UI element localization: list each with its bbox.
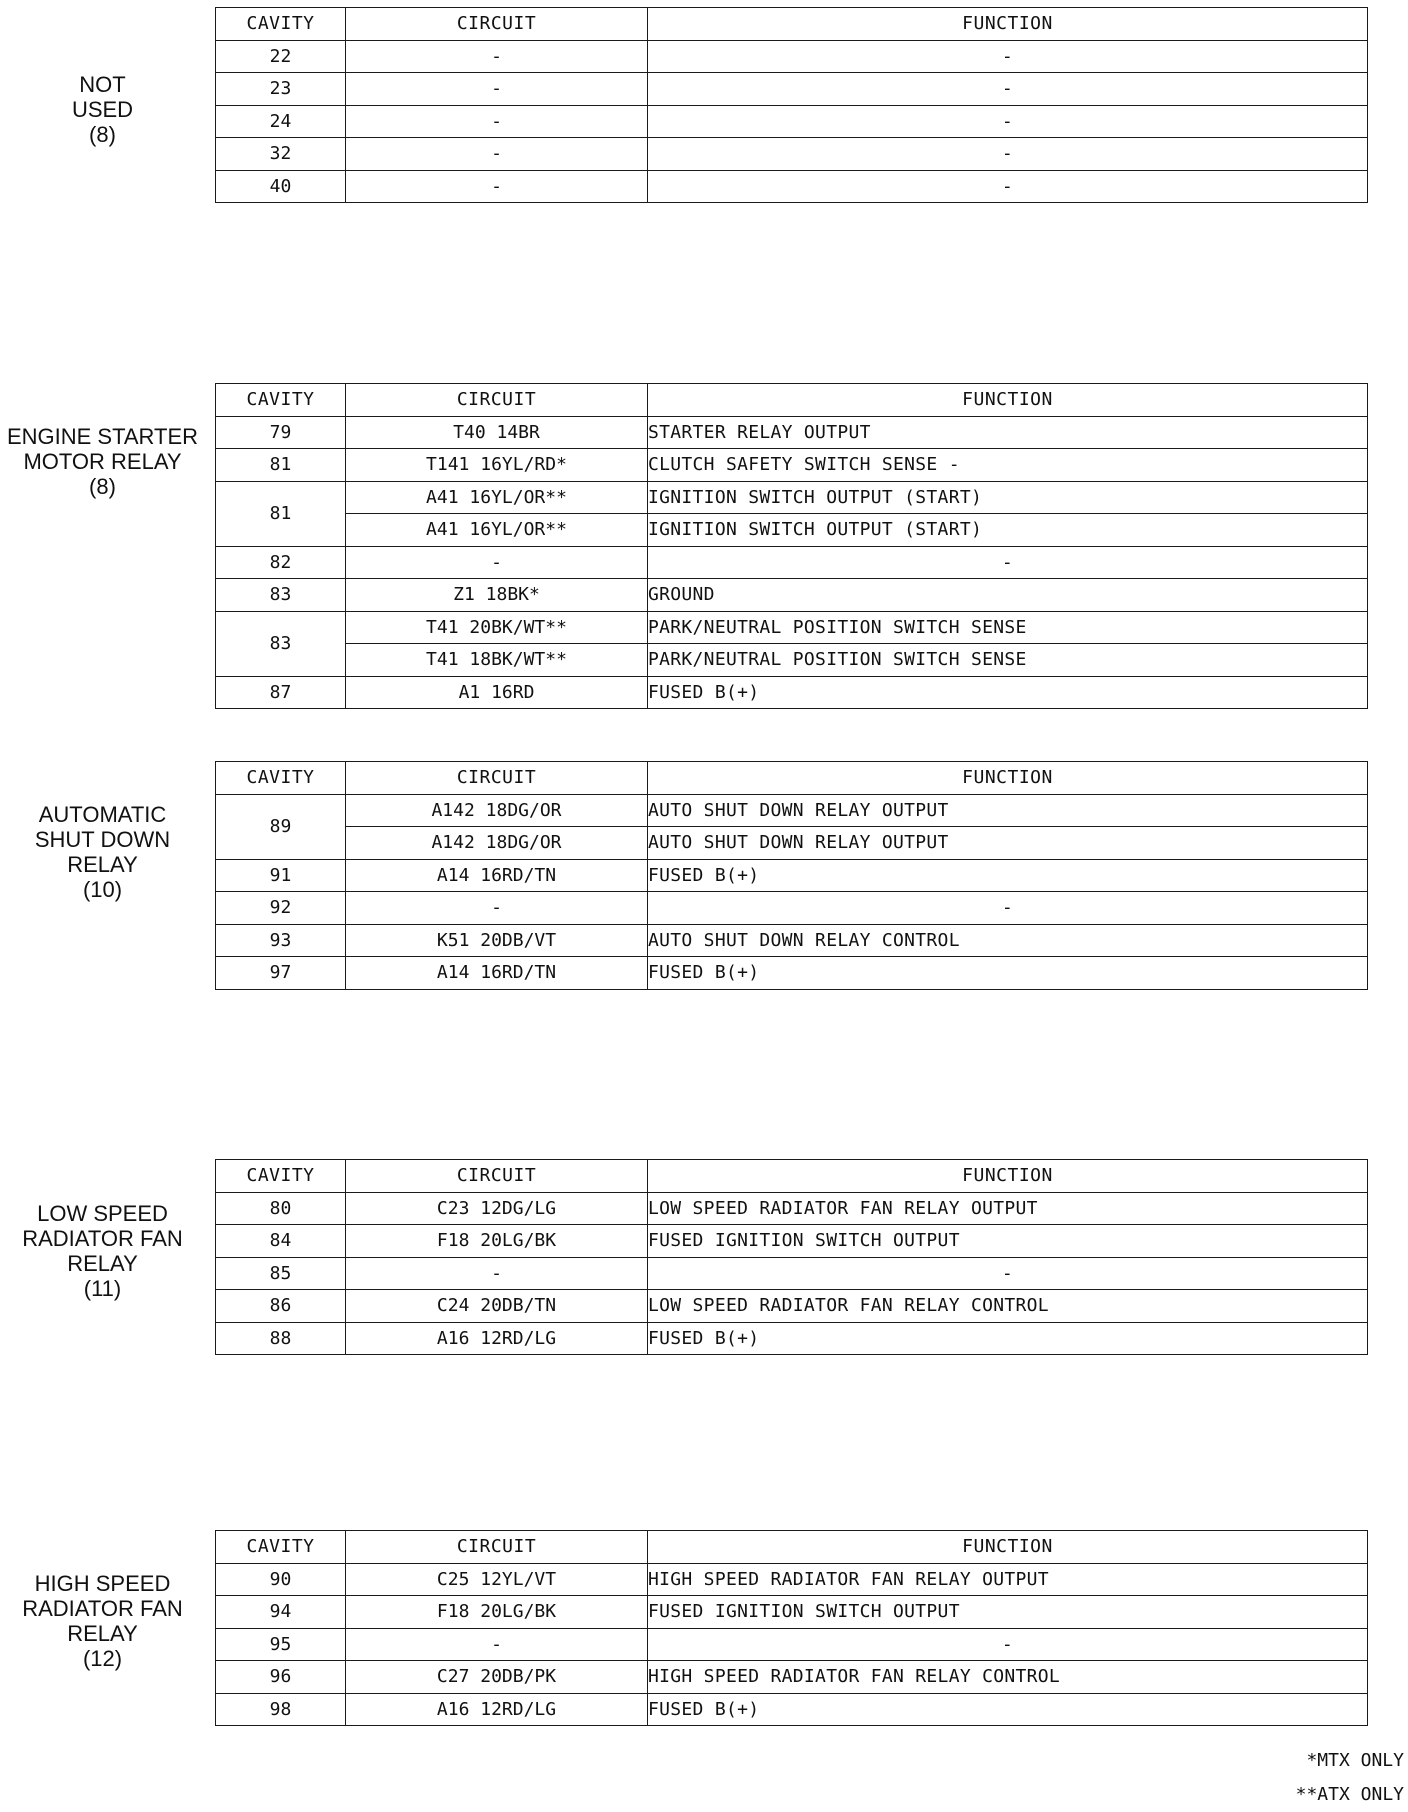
circuit-cell: A142 18DG/OR xyxy=(346,827,648,860)
table-row xyxy=(216,827,1368,860)
table-row xyxy=(216,1257,1368,1290)
cavity-cell: 96 xyxy=(216,1661,346,1694)
cavity-cell: 40 xyxy=(216,170,346,203)
label-line: (8) xyxy=(89,122,116,147)
table-row xyxy=(216,579,1368,612)
function-cell: HIGH SPEED RADIATOR FAN RELAY OUTPUT xyxy=(648,1563,1368,1596)
function-cell: LOW SPEED RADIATOR FAN RELAY OUTPUT xyxy=(648,1192,1368,1225)
function-cell: IGNITION SWITCH OUTPUT (START) xyxy=(648,514,1368,547)
cavity-cell: 81 xyxy=(216,481,346,546)
header-cavity: CAVITY xyxy=(216,1160,346,1193)
table-row xyxy=(216,546,1368,579)
function-cell: FUSED IGNITION SWITCH OUTPUT xyxy=(648,1225,1368,1258)
table-row xyxy=(216,859,1368,892)
table-row xyxy=(216,1290,1368,1323)
label-line: (8) xyxy=(89,474,116,499)
function-cell: - xyxy=(648,138,1368,171)
cavity-cell: 80 xyxy=(216,1192,346,1225)
table-row xyxy=(216,1693,1368,1726)
cavity-cell: 86 xyxy=(216,1290,346,1323)
cavity-cell: 91 xyxy=(216,859,346,892)
cavity-cell: 83 xyxy=(216,611,346,676)
circuit-cell: C27 20DB/PK xyxy=(346,1661,648,1694)
section-label xyxy=(0,72,205,147)
header-function: FUNCTION xyxy=(648,1531,1368,1564)
header-row xyxy=(216,8,1368,41)
function-cell: - xyxy=(648,1628,1368,1661)
table-row xyxy=(216,40,1368,73)
circuit-cell: T40 14BR xyxy=(346,416,648,449)
table-row xyxy=(216,138,1368,171)
circuit-cell: C25 12YL/VT xyxy=(346,1563,648,1596)
label-line: LOW SPEED xyxy=(37,1201,168,1226)
table-row xyxy=(216,1596,1368,1629)
table-row xyxy=(216,892,1368,925)
table-row xyxy=(216,611,1368,644)
header-row xyxy=(216,1160,1368,1193)
table-row xyxy=(216,1661,1368,1694)
label-line: ENGINE STARTER xyxy=(6,424,199,449)
function-cell: LOW SPEED RADIATOR FAN RELAY CONTROL xyxy=(648,1290,1368,1323)
function-cell: STARTER RELAY OUTPUT xyxy=(648,416,1368,449)
function-cell: FUSED B(+) xyxy=(648,859,1368,892)
section-label xyxy=(0,1201,205,1301)
cavity-cell: 97 xyxy=(216,957,346,990)
table-row xyxy=(216,957,1368,990)
cavity-cell: 94 xyxy=(216,1596,346,1629)
function-cell: - xyxy=(648,40,1368,73)
label-line: SHUT DOWN xyxy=(34,827,171,852)
cavity-table xyxy=(215,761,1368,990)
cavity-cell: 89 xyxy=(216,794,346,859)
circuit-cell: - xyxy=(346,892,648,925)
cavity-cell: 98 xyxy=(216,1693,346,1726)
circuit-cell: A142 18DG/OR xyxy=(346,794,648,827)
header-cavity: CAVITY xyxy=(216,8,346,41)
cavity-cell: 79 xyxy=(216,416,346,449)
header-circuit: CIRCUIT xyxy=(346,762,648,795)
circuit-cell: A14 16RD/TN xyxy=(346,859,648,892)
function-cell: FUSED B(+) xyxy=(648,1322,1368,1355)
header-circuit: CIRCUIT xyxy=(346,384,648,417)
header-circuit: CIRCUIT xyxy=(346,1160,648,1193)
header-circuit: CIRCUIT xyxy=(346,1531,648,1564)
label-line: AUTOMATIC xyxy=(38,802,167,827)
header-function: FUNCTION xyxy=(648,8,1368,41)
table-row xyxy=(216,416,1368,449)
circuit-cell: T41 20BK/WT** xyxy=(346,611,648,644)
function-cell: - xyxy=(648,892,1368,925)
function-cell: AUTO SHUT DOWN RELAY CONTROL xyxy=(648,924,1368,957)
circuit-cell: - xyxy=(346,1628,648,1661)
table-row xyxy=(216,924,1368,957)
table-row xyxy=(216,644,1368,677)
header-row xyxy=(216,384,1368,417)
cavity-cell: 82 xyxy=(216,546,346,579)
function-cell: - xyxy=(648,1257,1368,1290)
header-function: FUNCTION xyxy=(648,762,1368,795)
cavity-cell: 24 xyxy=(216,105,346,138)
header-function: FUNCTION xyxy=(648,1160,1368,1193)
circuit-cell: A16 12RD/LG xyxy=(346,1693,648,1726)
cavity-cell: 90 xyxy=(216,1563,346,1596)
cavity-cell: 83 xyxy=(216,579,346,612)
cavity-cell: 93 xyxy=(216,924,346,957)
function-cell: - xyxy=(648,73,1368,106)
function-cell: - xyxy=(648,105,1368,138)
circuit-cell: - xyxy=(346,138,648,171)
table-row xyxy=(216,1225,1368,1258)
table-row xyxy=(216,73,1368,106)
header-row xyxy=(216,1531,1368,1564)
label-line: HIGH SPEED xyxy=(34,1571,171,1596)
cavity-cell: 92 xyxy=(216,892,346,925)
cavity-cell: 85 xyxy=(216,1257,346,1290)
table-row xyxy=(216,794,1368,827)
circuit-cell: F18 20LG/BK xyxy=(346,1596,648,1629)
label-line: RELAY xyxy=(67,1251,138,1276)
circuit-cell: A14 16RD/TN xyxy=(346,957,648,990)
label-line: MOTOR RELAY xyxy=(23,449,182,474)
table-row xyxy=(216,170,1368,203)
cavity-table xyxy=(215,383,1368,709)
header-row xyxy=(216,762,1368,795)
label-line: RADIATOR FAN xyxy=(22,1596,183,1621)
function-cell: PARK/NEUTRAL POSITION SWITCH SENSE xyxy=(648,644,1368,677)
section-label xyxy=(0,802,205,902)
label-line: RADIATOR FAN xyxy=(22,1226,183,1251)
label-line: RELAY xyxy=(67,1621,138,1646)
footnotes xyxy=(1296,1744,1404,1812)
label-line: (11) xyxy=(83,1276,122,1301)
circuit-cell: T141 16YL/RD* xyxy=(346,449,648,482)
circuit-cell: - xyxy=(346,105,648,138)
circuit-cell: A41 16YL/OR** xyxy=(346,481,648,514)
section-label xyxy=(0,1571,205,1671)
circuit-cell: A41 16YL/OR** xyxy=(346,514,648,547)
label-line: RELAY xyxy=(67,852,138,877)
label-line: (10) xyxy=(82,877,123,902)
label-line: (12) xyxy=(82,1646,123,1671)
function-cell: FUSED B(+) xyxy=(648,1693,1368,1726)
function-cell: CLUTCH SAFETY SWITCH SENSE - xyxy=(648,449,1368,482)
function-cell: - xyxy=(648,546,1368,579)
circuit-cell: F18 20LG/BK xyxy=(346,1225,648,1258)
circuit-cell: C23 12DG/LG xyxy=(346,1192,648,1225)
label-line: NOT xyxy=(79,72,126,97)
cavity-cell: 88 xyxy=(216,1322,346,1355)
cavity-cell: 32 xyxy=(216,138,346,171)
cavity-cell: 23 xyxy=(216,73,346,106)
table-row xyxy=(216,105,1368,138)
cavity-table xyxy=(215,7,1368,203)
label-line: USED xyxy=(71,97,134,122)
circuit-cell: T41 18BK/WT** xyxy=(346,644,648,677)
circuit-cell: - xyxy=(346,546,648,579)
table-row xyxy=(216,1192,1368,1225)
circuit-cell: C24 20DB/TN xyxy=(346,1290,648,1323)
function-cell: AUTO SHUT DOWN RELAY OUTPUT xyxy=(648,827,1368,860)
table-row xyxy=(216,1628,1368,1661)
circuit-cell: - xyxy=(346,40,648,73)
function-cell: FUSED IGNITION SWITCH OUTPUT xyxy=(648,1596,1368,1629)
header-cavity: CAVITY xyxy=(216,384,346,417)
circuit-cell: - xyxy=(346,1257,648,1290)
function-cell: PARK/NEUTRAL POSITION SWITCH SENSE xyxy=(648,611,1368,644)
function-cell: FUSED B(+) xyxy=(648,957,1368,990)
header-circuit: CIRCUIT xyxy=(346,8,648,41)
function-cell: IGNITION SWITCH OUTPUT (START) xyxy=(648,481,1368,514)
section-label xyxy=(0,424,205,499)
header-cavity: CAVITY xyxy=(216,762,346,795)
circuit-cell: A1 16RD xyxy=(346,676,648,709)
table-row xyxy=(216,1322,1368,1355)
function-cell: FUSED B(+) xyxy=(648,676,1368,709)
header-function: FUNCTION xyxy=(648,384,1368,417)
table-row xyxy=(216,676,1368,709)
function-cell: AUTO SHUT DOWN RELAY OUTPUT xyxy=(648,794,1368,827)
cavity-cell: 81 xyxy=(216,449,346,482)
table-row xyxy=(216,449,1368,482)
cavity-table xyxy=(215,1159,1368,1355)
table-row xyxy=(216,1563,1368,1596)
function-cell: HIGH SPEED RADIATOR FAN RELAY CONTROL xyxy=(648,1661,1368,1694)
function-cell: GROUND xyxy=(648,579,1368,612)
table-row xyxy=(216,481,1368,514)
circuit-cell: Z1 18BK* xyxy=(346,579,648,612)
circuit-cell: - xyxy=(346,73,648,106)
function-cell: - xyxy=(648,170,1368,203)
circuit-cell: - xyxy=(346,170,648,203)
cavity-cell: 22 xyxy=(216,40,346,73)
cavity-cell: 87 xyxy=(216,676,346,709)
circuit-cell: A16 12RD/LG xyxy=(346,1322,648,1355)
footnote-atx: **ATX ONLY xyxy=(1295,1784,1404,1805)
header-cavity: CAVITY xyxy=(216,1531,346,1564)
cavity-cell: 84 xyxy=(216,1225,346,1258)
cavity-table xyxy=(215,1530,1368,1726)
cavity-cell: 95 xyxy=(216,1628,346,1661)
circuit-cell: K51 20DB/VT xyxy=(346,924,648,957)
table-row xyxy=(216,514,1368,547)
footnote-mtx: *MTX ONLY xyxy=(1306,1750,1404,1771)
